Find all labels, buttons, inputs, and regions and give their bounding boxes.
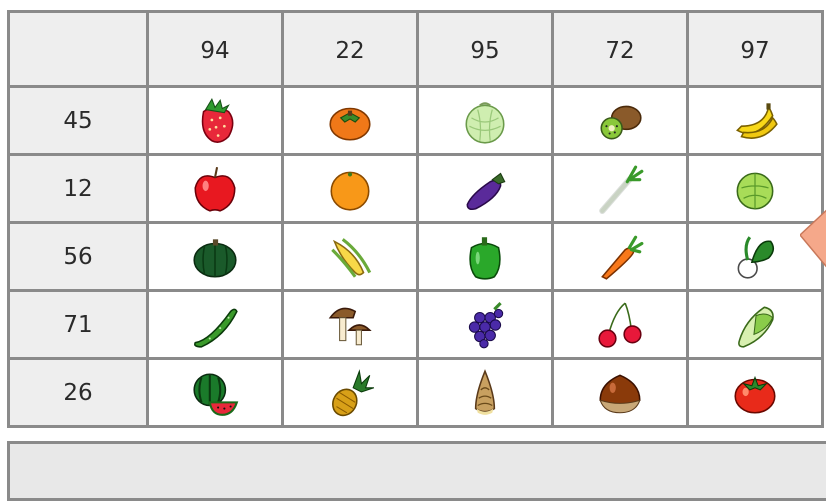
game-board	[7, 10, 824, 428]
pumpkin-icon	[189, 231, 241, 283]
grape-icon	[459, 299, 511, 351]
board-cell[interactable]	[418, 291, 553, 359]
banana-icon	[729, 95, 781, 147]
column-header: 72	[553, 12, 688, 87]
board-cell[interactable]	[688, 291, 823, 359]
cucumber-icon	[189, 299, 241, 351]
board-cell[interactable]	[283, 155, 418, 223]
chestnut-icon	[594, 367, 646, 419]
board-cell[interactable]	[553, 155, 688, 223]
chinese-cabbage-icon	[729, 299, 781, 351]
board-cell[interactable]	[418, 223, 553, 291]
row-header: 12	[9, 155, 148, 223]
bamboo-shoot-icon	[459, 367, 511, 419]
row-header: 45	[9, 87, 148, 155]
orange-icon	[324, 163, 376, 215]
board-cell[interactable]	[283, 223, 418, 291]
column-header: 22	[283, 12, 418, 87]
board-cell[interactable]	[418, 359, 553, 427]
column-header: 97	[688, 12, 823, 87]
column-header-row	[9, 12, 823, 87]
watermelon-icon	[189, 367, 241, 419]
board-cell[interactable]	[553, 359, 688, 427]
melon-icon	[459, 95, 511, 147]
green-onion-icon	[594, 163, 646, 215]
board-cell[interactable]	[553, 223, 688, 291]
board-cell[interactable]	[283, 291, 418, 359]
carrot-icon	[594, 231, 646, 283]
board-cell[interactable]	[283, 87, 418, 155]
column-header: 94	[148, 12, 283, 87]
board-cell[interactable]	[688, 87, 823, 155]
board-cell[interactable]	[148, 155, 283, 223]
apple-icon	[189, 163, 241, 215]
pineapple-icon	[324, 367, 376, 419]
board-cell[interactable]	[553, 291, 688, 359]
kiwi-icon	[594, 95, 646, 147]
board-row	[9, 155, 823, 223]
board-cell[interactable]	[553, 87, 688, 155]
turnip-icon	[729, 231, 781, 283]
board-cell[interactable]	[418, 87, 553, 155]
cherry-icon	[594, 299, 646, 351]
eggplant-icon	[459, 163, 511, 215]
row-header: 26	[9, 359, 148, 427]
tomato-icon	[729, 367, 781, 419]
strawberry-icon	[189, 95, 241, 147]
row-header: 56	[9, 223, 148, 291]
board-row	[9, 359, 823, 427]
mushroom-icon	[324, 299, 376, 351]
board-cell[interactable]	[418, 155, 553, 223]
column-header: 95	[418, 12, 553, 87]
corner-cell	[9, 12, 148, 87]
board-cell[interactable]	[283, 359, 418, 427]
board-cell[interactable]	[688, 359, 823, 427]
row-header: 71	[9, 291, 148, 359]
board-row	[9, 87, 823, 155]
board-cell[interactable]	[148, 223, 283, 291]
cabbage-icon	[729, 163, 781, 215]
board-cell[interactable]	[148, 291, 283, 359]
green-pepper-icon	[459, 231, 511, 283]
persimmon-icon	[324, 95, 376, 147]
board-row	[9, 223, 823, 291]
corn-icon	[324, 231, 376, 283]
footer-bar	[7, 441, 826, 501]
board-row	[9, 291, 823, 359]
board-cell[interactable]	[148, 87, 283, 155]
board-cell[interactable]	[148, 359, 283, 427]
speech-pointer	[800, 205, 826, 285]
